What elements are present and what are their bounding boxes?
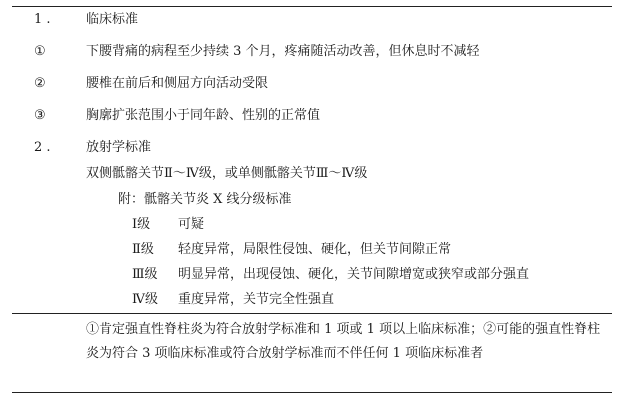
section-title: 临床标准: [86, 12, 139, 27]
grading-appendix-note: 附：骶髂关节炎 X 线分级标准: [118, 192, 292, 207]
section-number: 2 .: [34, 140, 51, 155]
item-marker: ①: [34, 44, 46, 59]
diagnosis-statement: ①肯定强直性脊柱炎为符合放射学标准和 1 项或 1 项以上临床标准；②可能的强直性脊柱炎为符合 3 项临床标准或符合放射学标准而不伴任何 1 项临床标准者: [86, 322, 601, 361]
item-marker: ②: [34, 76, 46, 91]
section-number: 1 .: [34, 12, 51, 27]
middle-rule: [12, 313, 612, 314]
radiology-criterion-line: 双侧骶髂关节Ⅱ～Ⅳ级，或单侧骶髂关节Ⅲ～Ⅳ级: [86, 166, 368, 181]
item-text: 腰椎在前后和侧屈方向活动受限: [86, 76, 269, 91]
grade-label: Ⅳ级: [132, 292, 158, 307]
item-text: 下腰背痛的病程至少持续 3 个月，疼痛随活动改善，但休息时不减轻: [86, 44, 480, 59]
grade-description: 重度异常，关节完全性强直: [178, 292, 335, 307]
grade-description: 明显异常，出现侵蚀、硬化，关节间隙增宽或狭窄或部分强直: [178, 267, 530, 282]
grade-label: Ⅱ级: [132, 242, 154, 257]
top-rule: [12, 6, 612, 7]
item-marker: ③: [34, 108, 46, 123]
grade-description: 轻度异常，局限性侵蚀、硬化，但关节间隙正常: [178, 242, 452, 257]
grade-label: Ⅲ级: [132, 267, 158, 282]
grade-description: 可疑: [178, 217, 205, 232]
bottom-rule: [12, 392, 612, 393]
item-text: 胸廓扩张范围小于同年龄、性别的正常值: [86, 108, 321, 123]
grade-label: Ⅰ级: [132, 217, 151, 232]
section-title: 放射学标准: [86, 140, 152, 155]
